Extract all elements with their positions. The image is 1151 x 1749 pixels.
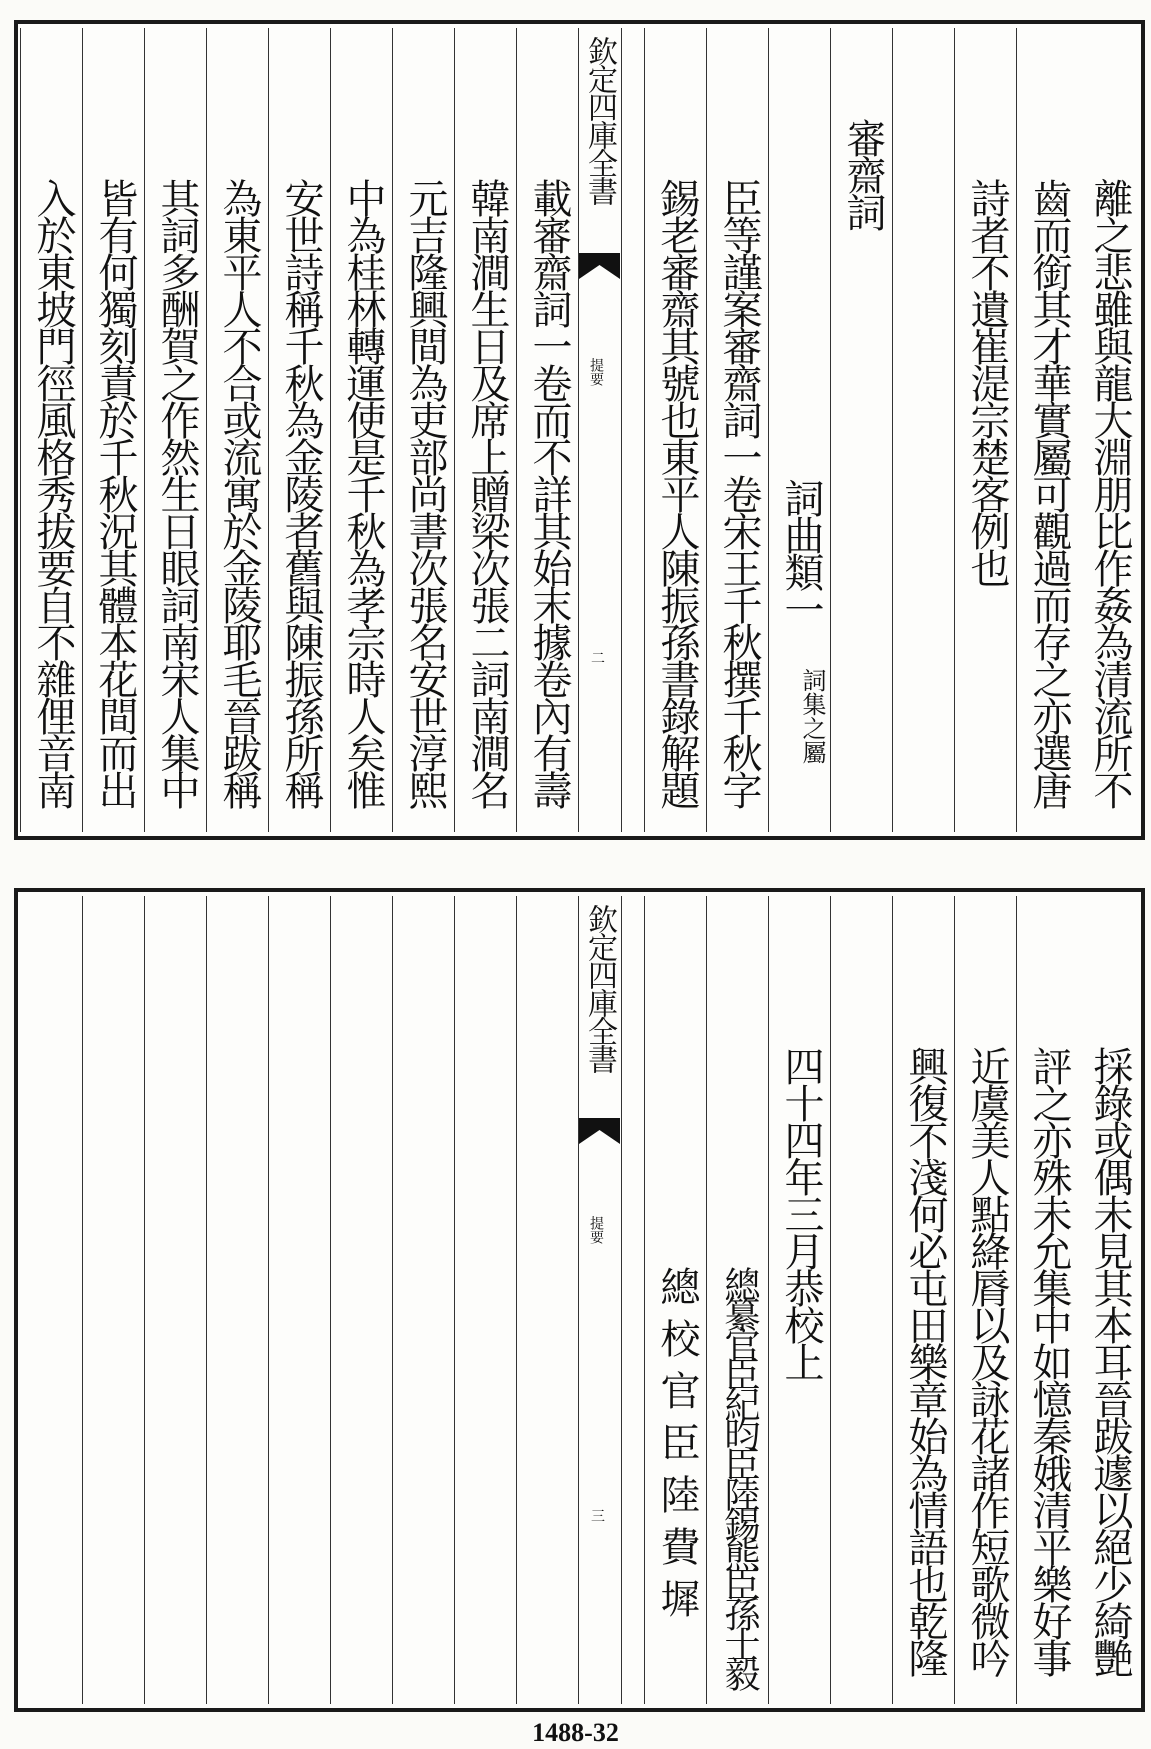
- blank-column: [268, 896, 331, 1704]
- column-text: 錫老審齋其號也東平人陳振孫書錄解題: [654, 178, 700, 807]
- text-column: [392, 28, 455, 832]
- gutter-label: 提要: [588, 358, 604, 386]
- gutter-page-number: 二: [591, 651, 605, 667]
- text-column: [644, 28, 707, 832]
- blank-column: [144, 896, 207, 1704]
- page-upper: [14, 20, 1145, 840]
- column-text: 離之悲雖與龍大淵朋比作姦為清流所不: [1087, 178, 1133, 807]
- column-text: 其詞多酬賀之作然生日眼詞南宋人集中: [154, 178, 200, 807]
- column-text: 採錄或偶未見其本耳晉跋遽以絕少綺艷: [1087, 1046, 1133, 1675]
- page-footer-number: 1488-32: [532, 1718, 619, 1747]
- text-column: [268, 28, 331, 832]
- text-column: [1078, 896, 1141, 1704]
- column-text: 為東平人不合或流寓於金陵耶毛晉跋稱: [216, 178, 262, 807]
- text-column: [20, 28, 83, 832]
- section-title: 審齋詞: [840, 118, 886, 229]
- text-column: [206, 28, 269, 832]
- column-text: 韓南澗生日及席上贈梁次張二詞南澗名: [464, 178, 510, 807]
- column-text: 入於東坡門徑風格秀拔要自不雜俚音南: [30, 178, 76, 807]
- fore-edge-gutter: [578, 28, 622, 832]
- column-text: 載審齋詞一卷而不詳其始末據卷內有壽: [526, 178, 572, 807]
- text-column: [644, 896, 707, 1704]
- gutter-title: 欽定四庫全書: [582, 36, 617, 204]
- text-column: [516, 28, 579, 832]
- text-column: [892, 28, 955, 832]
- fish-tail-mark-icon: [579, 1118, 620, 1152]
- column-text: 皆有何獨刻責於千秋況其體本花間而出: [92, 178, 138, 807]
- column-text: 興復不淺何必屯田樂章始為情語也乾隆: [902, 1046, 948, 1675]
- column-text: 中為桂林轉運使是千秋為孝宗時人矣惟: [340, 178, 386, 807]
- text-column: [954, 28, 1017, 832]
- column-text: 安世詩稱千秋為金陵者舊與陳振孫所稱: [278, 178, 324, 807]
- gutter-page-number: 三: [591, 1509, 605, 1525]
- column-text: 臣等謹案審齋詞一卷宋王千秋撰千秋字: [716, 178, 762, 807]
- text-column: [454, 28, 517, 832]
- page-lower: [14, 888, 1145, 1712]
- fish-tail-mark-icon: [579, 253, 620, 287]
- column-text: 詩者不遺崔湜宗楚客例也: [964, 178, 1010, 585]
- blank-column: [454, 896, 517, 1704]
- text-column: [830, 28, 893, 832]
- text-column: [82, 28, 145, 832]
- column-text: 評之亦殊未允集中如憶秦娥清平樂好事: [1026, 1046, 1072, 1675]
- fore-edge-gutter: [578, 896, 622, 1704]
- column-text: 元吉隆興間為吏部尚書次張名安世淳熙: [402, 178, 448, 807]
- text-column: [768, 28, 831, 832]
- text-column: [830, 896, 893, 1704]
- text-column: [706, 28, 769, 832]
- column-text: 近虞美人點絳脣以及詠花諸作短歌微吟: [964, 1046, 1010, 1675]
- text-column: [706, 896, 769, 1704]
- blank-column: [82, 896, 145, 1704]
- text-column: [1078, 28, 1141, 832]
- text-column: [892, 896, 955, 1704]
- gutter-title: 欽定四庫全書: [582, 904, 617, 1072]
- text-column: [1016, 896, 1079, 1704]
- blank-column: [516, 896, 579, 1704]
- text-column: [768, 896, 831, 1704]
- subcategory-label: 詞集之屬: [798, 668, 826, 764]
- text-column: [1016, 28, 1079, 832]
- text-column: [144, 28, 207, 832]
- blank-column: [392, 896, 455, 1704]
- chief-compilers: 總纂官臣紀昀臣陸錫熊臣孫士毅: [719, 1266, 760, 1686]
- text-column: [0, 28, 21, 832]
- collation-date: 四十四年三月恭校上: [778, 1046, 824, 1379]
- gutter-label: 提要: [588, 1216, 604, 1244]
- category-label: 詞曲類一: [778, 478, 824, 626]
- blank-column: [330, 896, 393, 1704]
- text-column: [330, 28, 393, 832]
- column-text: 齒而銜其才華實屬可觀過而存之亦選唐: [1026, 178, 1072, 807]
- chief-collator: 總校官臣陸費墀: [654, 1266, 700, 1630]
- blank-column: [206, 896, 269, 1704]
- text-column: [954, 896, 1017, 1704]
